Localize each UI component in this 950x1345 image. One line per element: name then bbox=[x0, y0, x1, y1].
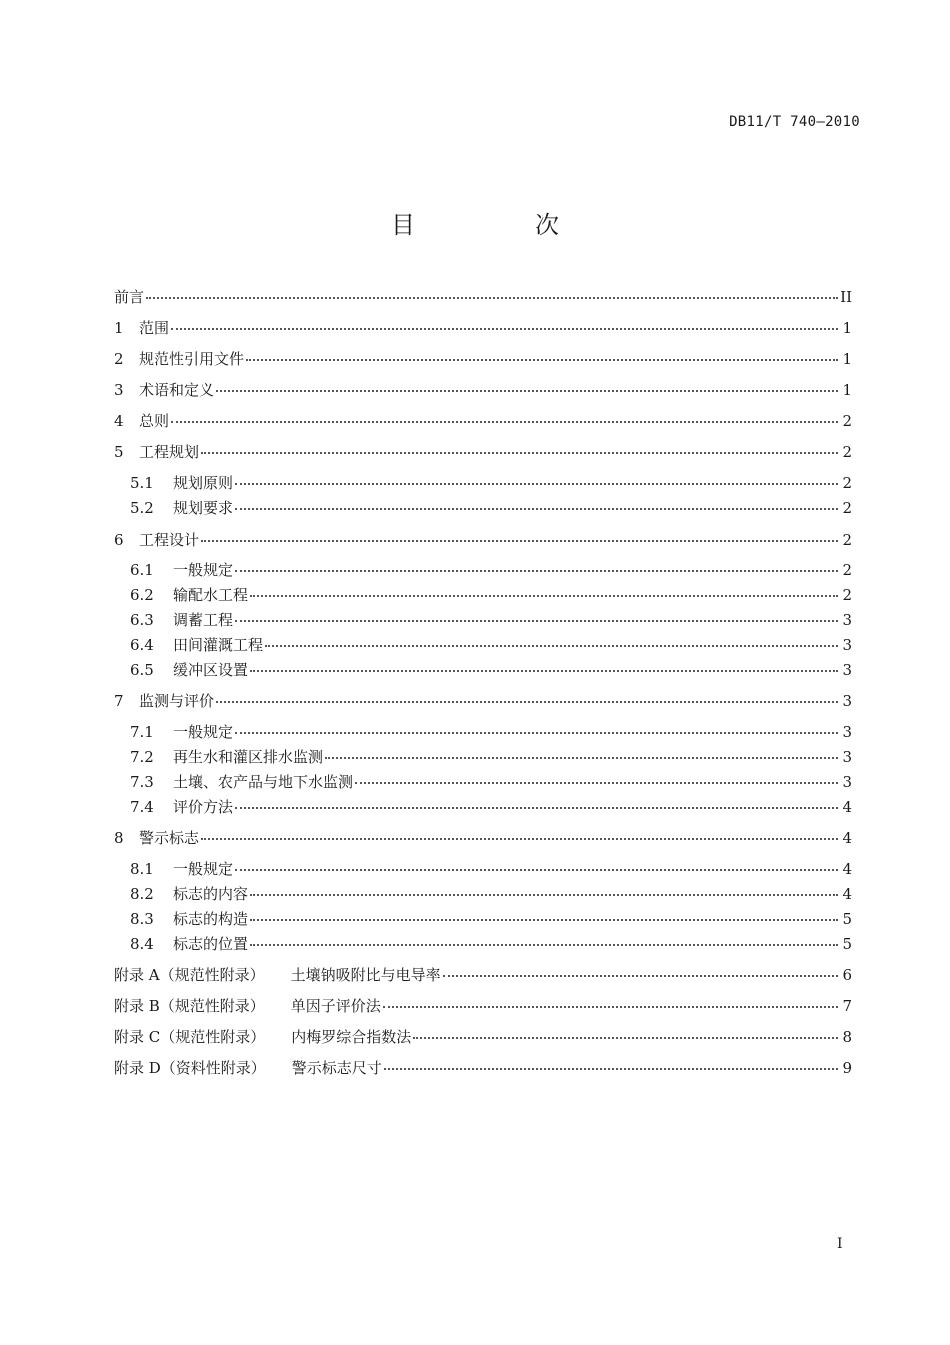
dot-leader bbox=[201, 540, 838, 542]
toc-entry-number: 1 bbox=[114, 319, 124, 337]
toc-entry[interactable] bbox=[114, 721, 852, 743]
toc-entry-number: 6.1 bbox=[130, 561, 154, 579]
toc-entry-number: 7.1 bbox=[130, 723, 154, 741]
toc-entry[interactable] bbox=[114, 1057, 852, 1079]
toc-entry-label: 警示标志 bbox=[139, 829, 200, 847]
dot-leader bbox=[265, 645, 838, 647]
dot-leader bbox=[201, 838, 838, 840]
toc-entry-number: 7.4 bbox=[130, 798, 154, 816]
toc-entry[interactable] bbox=[114, 441, 852, 463]
toc-entry-number: 8 bbox=[114, 829, 124, 847]
toc-entry[interactable] bbox=[114, 472, 852, 494]
dot-leader bbox=[246, 359, 838, 361]
toc-entry-label: 工程设计 bbox=[139, 531, 200, 549]
toc-entry-label: 标志的位置 bbox=[173, 935, 249, 953]
toc-entry[interactable] bbox=[114, 1026, 852, 1048]
toc-entry-number: 8.2 bbox=[130, 885, 154, 903]
toc-entry[interactable] bbox=[114, 659, 852, 681]
toc-entry-page: 3 bbox=[842, 748, 852, 766]
toc-entry-page: 5 bbox=[842, 910, 852, 928]
dot-leader bbox=[443, 975, 838, 977]
dot-leader bbox=[216, 701, 838, 703]
toc-entry-label: 土壤钠吸附比与电导率 bbox=[290, 966, 441, 984]
toc-entry-label: 田间灌溉工程 bbox=[173, 636, 264, 654]
toc-entry-page: 3 bbox=[842, 723, 852, 741]
dot-leader bbox=[235, 508, 838, 510]
toc-entry-label: 输配水工程 bbox=[173, 586, 249, 604]
toc-entry-page: 1 bbox=[842, 319, 852, 337]
toc-entry-label: 一般规定 bbox=[173, 860, 234, 878]
dot-leader bbox=[235, 807, 838, 809]
dot-leader bbox=[146, 297, 838, 299]
toc-entry-page: 2 bbox=[842, 412, 852, 430]
dot-leader bbox=[355, 782, 838, 784]
toc-entry-page: 4 bbox=[842, 860, 852, 878]
toc-entry-page: II bbox=[840, 288, 852, 306]
toc-entry-number: 6.4 bbox=[130, 636, 154, 654]
toc-entry-label: 一般规定 bbox=[173, 561, 234, 579]
toc-entry-page: 3 bbox=[842, 611, 852, 629]
toc-entry-page: 1 bbox=[842, 381, 852, 399]
toc-entry[interactable] bbox=[114, 634, 852, 656]
toc-entry[interactable] bbox=[114, 497, 852, 519]
toc-entry-label: 标志的内容 bbox=[173, 885, 249, 903]
toc-entry[interactable] bbox=[114, 529, 852, 551]
dot-leader bbox=[250, 894, 838, 896]
toc-entry-page: 2 bbox=[842, 499, 852, 517]
toc-entry-label: 一般规定 bbox=[173, 723, 234, 741]
toc-entry-number: 附录 A（规范性附录） bbox=[114, 966, 265, 984]
toc-entry[interactable] bbox=[114, 348, 852, 370]
dot-leader bbox=[235, 483, 838, 485]
toc-entry-number: 8.4 bbox=[130, 935, 154, 953]
toc-entry-number: 6 bbox=[114, 531, 124, 549]
toc-entry[interactable] bbox=[114, 771, 852, 793]
toc-entry-label: 规划要求 bbox=[173, 499, 234, 517]
toc-entry-label: 警示标志尺寸 bbox=[291, 1059, 382, 1077]
toc-entry-page: 2 bbox=[842, 531, 852, 549]
toc-entry-page: 1 bbox=[842, 350, 852, 368]
toc-entry[interactable] bbox=[114, 827, 852, 849]
toc-entry-page: 3 bbox=[842, 692, 852, 710]
toc-entry-page: 9 bbox=[842, 1059, 852, 1077]
toc-entry[interactable] bbox=[114, 379, 852, 401]
toc-entry-page: 3 bbox=[842, 661, 852, 679]
toc-entry-number: 5 bbox=[114, 443, 124, 461]
dot-leader bbox=[413, 1037, 838, 1039]
toc-entry[interactable] bbox=[114, 286, 852, 308]
page-number: I bbox=[837, 1236, 843, 1252]
dot-leader bbox=[235, 620, 838, 622]
toc-entry-page: 6 bbox=[842, 966, 852, 984]
dot-leader bbox=[171, 328, 838, 330]
toc-entry[interactable] bbox=[114, 796, 852, 818]
dot-leader bbox=[235, 570, 838, 572]
toc-entry-number: 7 bbox=[114, 692, 124, 710]
toc-entry-label: 内梅罗综合指数法 bbox=[291, 1028, 412, 1046]
page-title: 目 次 bbox=[391, 211, 607, 239]
toc-entry-page: 2 bbox=[842, 586, 852, 604]
toc-entry-number: 7.2 bbox=[130, 748, 154, 766]
dot-leader bbox=[250, 595, 838, 597]
toc-entry-page: 2 bbox=[842, 561, 852, 579]
toc-entry[interactable] bbox=[114, 410, 852, 432]
dot-leader bbox=[383, 1006, 838, 1008]
toc-entry[interactable] bbox=[114, 908, 852, 930]
standard-code: DB11/T 740—2010 bbox=[729, 114, 860, 130]
toc-entry-page: 7 bbox=[842, 997, 852, 1015]
toc-entry-label: 总则 bbox=[139, 412, 170, 430]
toc-entry-page: 8 bbox=[842, 1028, 852, 1046]
toc-entry-number: 6.5 bbox=[130, 661, 154, 679]
toc-entry[interactable] bbox=[114, 964, 852, 986]
toc-entry-number: 6.3 bbox=[130, 611, 154, 629]
dot-leader bbox=[235, 869, 838, 871]
dot-leader bbox=[235, 732, 838, 734]
toc-entry-label: 范围 bbox=[139, 319, 170, 337]
toc-entry-label: 缓冲区设置 bbox=[173, 661, 249, 679]
toc-entry-page: 2 bbox=[842, 443, 852, 461]
toc-entry[interactable] bbox=[114, 609, 852, 631]
toc-entry[interactable] bbox=[114, 690, 852, 712]
toc-entry-page: 3 bbox=[842, 636, 852, 654]
dot-leader bbox=[216, 390, 838, 392]
toc-entry-page: 4 bbox=[842, 885, 852, 903]
toc-entry-number: 7.3 bbox=[130, 773, 154, 791]
toc-entry-label: 评价方法 bbox=[173, 798, 234, 816]
toc-entry-label: 工程规划 bbox=[139, 443, 200, 461]
toc-entry-label: 土壤、农产品与地下水监测 bbox=[173, 773, 354, 791]
toc-entry-page: 4 bbox=[842, 798, 852, 816]
toc-entry-number: 8.1 bbox=[130, 860, 154, 878]
toc-entry[interactable] bbox=[114, 933, 852, 955]
toc-entry[interactable] bbox=[114, 746, 852, 768]
toc-entry-label: 再生水和灌区排水监测 bbox=[173, 748, 324, 766]
toc-entry-number: 附录 C（规范性附录） bbox=[114, 1028, 266, 1046]
toc-entry-label: 标志的构造 bbox=[173, 910, 249, 928]
toc-entry-number: 4 bbox=[114, 412, 124, 430]
toc-entry-number: 8.3 bbox=[130, 910, 154, 928]
dot-leader bbox=[250, 919, 838, 921]
toc-entry-label: 单因子评价法 bbox=[290, 997, 381, 1015]
toc-entry-number: 6.2 bbox=[130, 586, 154, 604]
dot-leader bbox=[250, 944, 838, 946]
toc-entry-number: 5.1 bbox=[130, 474, 154, 492]
toc-entry-label: 前言 bbox=[114, 288, 145, 306]
toc-entry-number: 3 bbox=[114, 381, 124, 399]
toc-entry-page: 5 bbox=[842, 935, 852, 953]
toc-entry[interactable] bbox=[114, 559, 852, 581]
toc-entry-number: 5.2 bbox=[130, 499, 154, 517]
toc-entry-label: 术语和定义 bbox=[139, 381, 215, 399]
dot-leader bbox=[201, 452, 838, 454]
toc-entry-label: 规划原则 bbox=[173, 474, 234, 492]
toc-entry[interactable] bbox=[114, 995, 852, 1017]
toc-entry-label: 监测与评价 bbox=[139, 692, 215, 710]
toc-entry[interactable] bbox=[114, 584, 852, 606]
dot-leader bbox=[384, 1068, 838, 1070]
dot-leader bbox=[171, 421, 838, 423]
toc-entry-number: 附录 D（资料性附录） bbox=[114, 1059, 266, 1077]
dot-leader bbox=[325, 757, 838, 759]
toc-entry-page: 4 bbox=[842, 829, 852, 847]
toc-entry-label: 规范性引用文件 bbox=[139, 350, 245, 368]
toc-entry-label: 调蓄工程 bbox=[173, 611, 234, 629]
toc-entry[interactable] bbox=[114, 317, 852, 339]
toc-entry[interactable] bbox=[114, 883, 852, 905]
toc-entry-page: 3 bbox=[842, 773, 852, 791]
toc-entry-number: 附录 B（规范性附录） bbox=[114, 997, 265, 1015]
toc-entry-page: 2 bbox=[842, 474, 852, 492]
toc-entry-number: 2 bbox=[114, 350, 124, 368]
dot-leader bbox=[250, 670, 838, 672]
toc-entry[interactable] bbox=[114, 858, 852, 880]
